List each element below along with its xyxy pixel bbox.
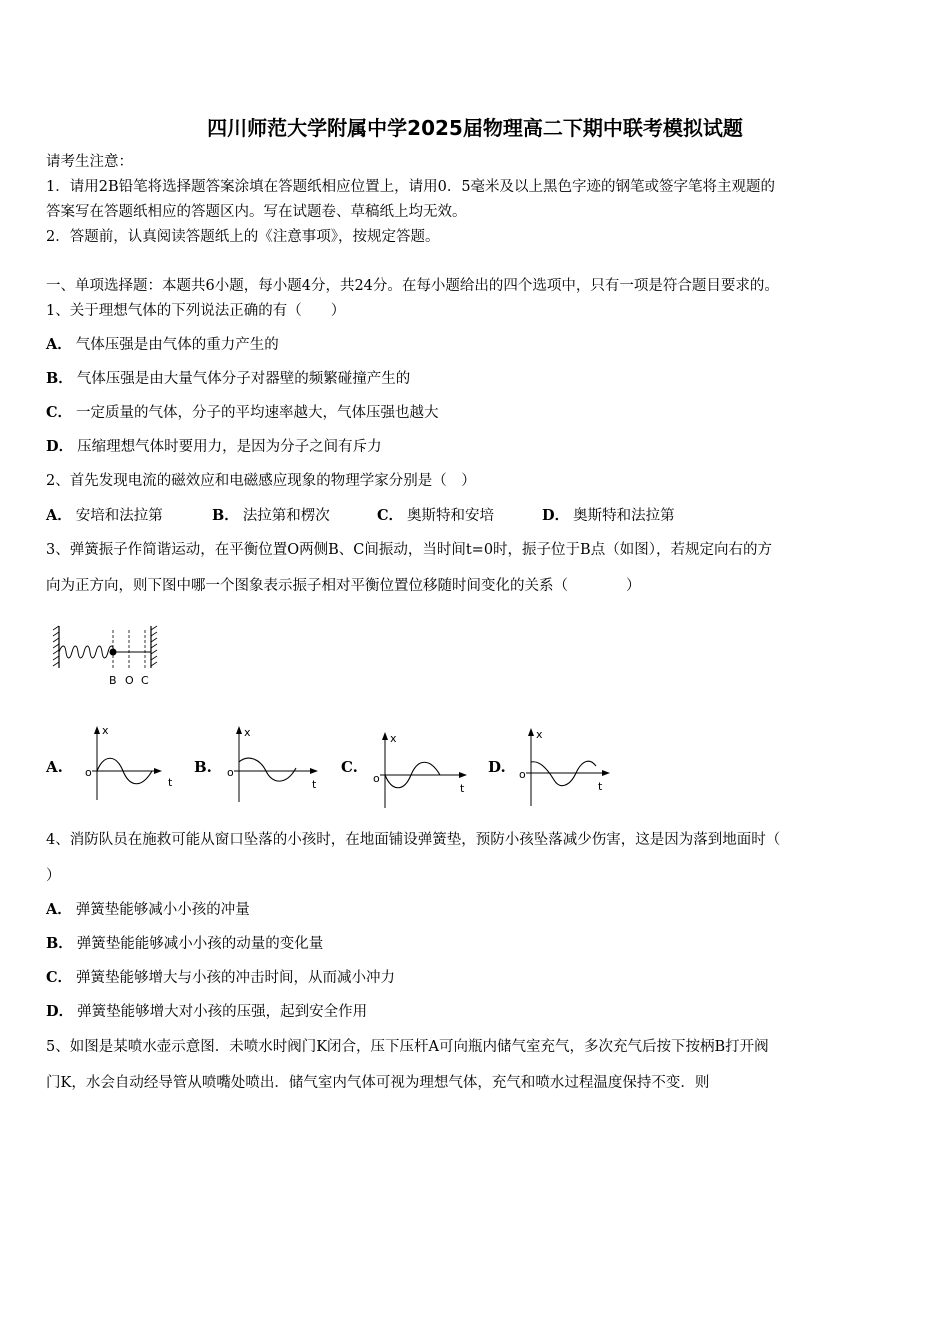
t-arrow <box>310 768 318 774</box>
q4-option-a <box>46 900 250 920</box>
spring-oscillator-figure <box>50 622 170 688</box>
origin-label: o <box>85 766 92 779</box>
label-c: C <box>141 674 149 687</box>
option-label: B． <box>46 935 73 952</box>
option-text: 弹簧垫能够减小小孩的冲量 <box>75 902 250 918</box>
q4-option-b <box>46 934 323 954</box>
q2-option-a <box>46 506 163 526</box>
q3-choice-c-label: C. <box>341 758 358 776</box>
q3-graph-b <box>222 724 322 804</box>
option-text: 奥斯特和安培 <box>407 508 495 524</box>
option-text: 奥斯特和法拉第 <box>573 508 675 524</box>
label-b: B <box>109 674 117 687</box>
notice-line-2: 2．答题前，认真阅读答题纸上的《注意事项》，按规定答题。 <box>46 229 440 245</box>
axis-label-t: t <box>168 776 173 789</box>
axis-label-x: x <box>536 728 543 741</box>
option-label: C． <box>46 404 73 421</box>
y-arrow <box>94 726 100 734</box>
axis-label-x: x <box>390 732 397 745</box>
q1-stem: 1、关于理想气体的下列说法正确的有（ ） <box>46 303 346 319</box>
option-label: A． <box>46 507 72 524</box>
option-text: 弹簧垫能够增大对小孩的压强，起到安全作用 <box>77 1004 368 1020</box>
t-arrow <box>602 770 610 776</box>
option-label: D． <box>542 507 570 524</box>
notice-line-1: 1．请用2B铅笔将选择题答案涂填在答题纸相应位置上，请用0．5毫米及以上黑色字迹的钢笔或签字笔将主观题的 <box>46 179 776 195</box>
y-arrow <box>528 728 534 736</box>
q1-option-a <box>46 335 279 355</box>
q3-graph-d <box>514 726 614 806</box>
axis-label-t: t <box>460 782 465 795</box>
q3-graph-c <box>368 730 468 810</box>
q3-choice-b-label: B. <box>194 758 212 776</box>
q2-option-b <box>212 506 330 526</box>
notice-heading: 请考生注意： <box>46 154 133 170</box>
section-heading: 一、单项选择题：本题共6小题，每小题4分，共24分。在每小题给出的四个选项中，只有一项是符合题目要求的。 <box>46 278 779 294</box>
origin-label: o <box>373 772 380 785</box>
q1-option-d <box>46 437 382 457</box>
right-wall-hatch <box>151 626 157 666</box>
option-text: 气体压强是由气体的重力产生的 <box>75 337 279 353</box>
option-label: C． <box>377 507 404 524</box>
q1-option-c <box>46 403 439 423</box>
q4-option-c <box>46 968 395 988</box>
spring-coil <box>59 646 114 658</box>
q4-stem-line-1: 4、消防队员在施救可能从窗口坠落的小孩时，在地面铺设弹簧垫，预防小孩坠落减少伤害，这是因为落到地面时（ <box>46 832 781 848</box>
option-text: 安培和法拉第 <box>75 508 163 524</box>
axis-label-x: x <box>244 726 251 739</box>
option-text: 一定质量的气体，分子的平均速率越大，气体压强也越大 <box>76 405 439 421</box>
q3-graph-a <box>80 724 180 804</box>
q2-option-c <box>377 506 494 526</box>
axis-label-t: t <box>598 780 603 793</box>
origin-label: o <box>519 768 526 781</box>
option-label: B． <box>46 370 73 387</box>
q4-option-d <box>46 1002 367 1022</box>
axis-label-x: x <box>102 724 109 737</box>
option-label: A． <box>46 336 72 353</box>
q5-stem-line-1: 5、如图是某喷水壶示意图．未喷水时阀门K闭合，压下压杆A可向瓶内储气室充气，多次充气后按下按柄B打开阀 <box>46 1039 769 1055</box>
q3-stem-line-1: 3、弹簧振子作简谐运动，在平衡位置O两侧B、C间振动，当时间t=0时，振子位于B点（如图），若规定向右的方 <box>46 542 772 558</box>
q3-choice-d-label: D. <box>488 758 506 776</box>
option-text: 压缩理想气体时要用力，是因为分子之间有斥力 <box>77 439 382 455</box>
y-arrow <box>236 726 242 734</box>
origin-label: o <box>227 766 234 779</box>
page-title: 四川师范大学附属中学2025届物理高二下期中联考模拟试题 <box>207 116 743 140</box>
option-text: 弹簧垫能够增大与小孩的冲击时间，从而减小冲力 <box>76 970 396 986</box>
q2-option-d <box>542 506 675 526</box>
axis-label-t: t <box>312 778 317 791</box>
q3-choice-a-label: A. <box>46 758 63 776</box>
option-label: C． <box>46 969 73 986</box>
notice-line-1b: 答案写在答题纸相应的答题区内。写在试题卷、草稿纸上均无效。 <box>46 204 467 220</box>
option-label: D． <box>46 438 74 455</box>
curve <box>239 758 296 781</box>
left-wall-hatch <box>53 626 59 666</box>
option-label: A． <box>46 901 72 918</box>
option-label: D． <box>46 1003 74 1020</box>
option-text: 气体压强是由大量气体分子对器壁的频繁碰撞产生的 <box>76 371 411 387</box>
q2-stem: 2、首先发现电流的磁效应和电磁感应现象的物理学家分别是（ ） <box>46 473 476 489</box>
t-arrow <box>459 772 467 778</box>
q3-stem-line-2: 向为正方向，则下图中哪一个图象表示振子相对平衡位置位移随时间变化的关系（ ） <box>46 578 641 594</box>
y-arrow <box>382 732 388 740</box>
q1-option-b <box>46 369 410 389</box>
option-label: B． <box>212 507 239 524</box>
t-arrow <box>154 768 162 774</box>
option-text: 法拉第和楞次 <box>242 508 330 524</box>
q4-stem-line-2: ） <box>46 868 61 884</box>
q5-stem-line-2: 门K，水会自动经导管从喷嘴处喷出．储气室内气体可视为理想气体，充气和喷水过程温度保持不变．则 <box>46 1075 710 1091</box>
option-text: 弹簧垫能能够减小小孩的动量的变化量 <box>76 936 324 952</box>
label-o: O <box>125 674 134 687</box>
